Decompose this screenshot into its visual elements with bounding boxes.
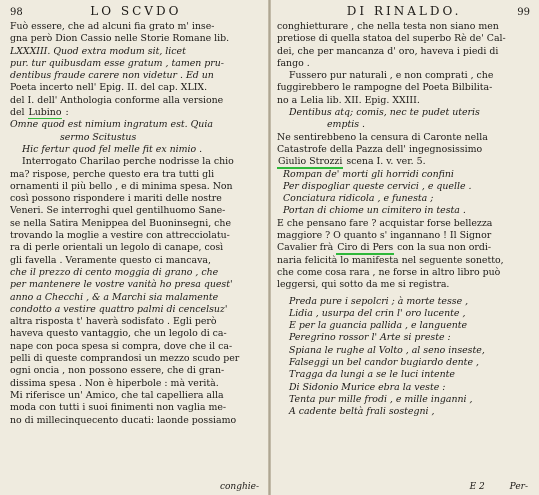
text-line: fuggirebbero le rampogne del Poeta Bilbilita- — [277, 82, 493, 94]
text-line: emptis . — [327, 119, 365, 131]
text-line: se nella Satira Menippea del Buoninsegni, che — [10, 217, 231, 229]
highlighted-name[interactable]: Giulio Strozzi — [278, 156, 343, 168]
highlighted-name[interactable]: Ciro di Pers — [337, 242, 394, 254]
left-page-footer — [220, 482, 259, 492]
text-line: che il prezzo di cento moggia di grano , che — [10, 266, 219, 278]
text-line: Mi riferisce un' Amico, che tal capelliera alla — [10, 389, 224, 401]
text-line: E che pensano fare ? acquistar forse bellezza — [277, 217, 493, 229]
left-page — [0, 0, 269, 495]
text-line: dei, che per mancanza d' oro, haveva i piedi di — [277, 45, 499, 57]
left-page-text — [10, 21, 263, 427]
text-line: Catastrofe della Pazza dell' ingegnosissimo — [277, 143, 483, 155]
text-line: condotto a vestire quattro palmi di cencelsuz' — [10, 303, 228, 315]
right-catchword: Per- — [509, 482, 528, 492]
text-line: leggersi, qui sotto da me si registra. — [277, 279, 450, 291]
text-line: Omne quod est nimium ingratum est. Quia — [10, 119, 213, 131]
text-line: Portan di chiome un cimitero in testa . — [283, 205, 466, 217]
text-line: pretiose di quella statoa del superbo Rè de' Cal- — [277, 33, 506, 45]
text-line: Lidia , usurpa del crin l' oro lucente , — [289, 307, 466, 319]
text-line: conghietturare , che nella testa non siano men — [277, 21, 499, 32]
text-line: ra di perle orientali un legolo di canape, così — [10, 242, 224, 254]
right-page-number: 99 — [517, 7, 530, 18]
text-line: dentibus fraude carere non videtur . Ed un — [10, 70, 214, 82]
text-line: Tragga da lungi a se le luci intente — [289, 369, 455, 381]
text-line: altra risposta t' haverà sodisfato . Egli però — [10, 316, 217, 328]
text-line: fango . — [277, 57, 310, 69]
text-line: Tenta pur mille frodi , e mille inganni , — [289, 393, 473, 405]
text-line: gna però Dion Cassio nelle Storie Romane lib. — [10, 33, 230, 45]
text-line: nape con poca spesa si compra, dove che il ca- — [10, 340, 233, 352]
text-line: naria felicità lo manifesta nel seguente sonetto, — [277, 254, 504, 266]
right-page-text — [277, 21, 530, 419]
text-line: trovando la moglie a vestire con attrecciolatu- — [10, 230, 230, 242]
text-line: del Lubino : — [10, 107, 69, 119]
text-line: LXXXIII. Quod extra modum sit, licet — [10, 45, 186, 57]
text-line: Conciatura ridicola , e funesta ; — [283, 193, 434, 205]
text-line: Rompan de' morti gli horridi confini — [283, 168, 454, 180]
text-line: Fussero pur naturali , e non comprati , che — [289, 70, 494, 82]
text-line: dissima spesa . Non è hiperbole : mà verità. — [10, 377, 219, 389]
text-line: pur. tur quibusdam esse gratum , tamen pru- — [10, 57, 224, 69]
text-line: moda con tutti i suoi finimenti non vaglia me- — [10, 402, 227, 414]
left-page-header — [10, 4, 263, 19]
text-line: sermo Scitustus — [60, 131, 137, 143]
left-page-number: 98 — [10, 7, 23, 18]
text-line: del I. dell' Anthologia conforme alla versione — [10, 94, 224, 106]
text-line: gli favella . Veramente questo ci mancava, — [10, 254, 211, 266]
text-line: Per dispogliar queste cervici , e quelle . — [283, 180, 472, 192]
text-line: Dentibus atq; comis, nec te pudet uteris — [289, 107, 480, 119]
text-line: Falseggi un bel candor bugiardo dente , — [289, 357, 479, 369]
text-line: E per la guancia pallida , e languente — [289, 320, 468, 332]
text-line: Peregrino rossor l' Arte si preste : — [289, 332, 451, 344]
right-page-header — [277, 4, 530, 19]
text-line: Giulio Strozzi scena I. v. ver. 5. — [278, 156, 426, 168]
text-line: no di millecinquecento ducati: laonde possiamo — [10, 414, 237, 426]
text-line: haveva questo vantaggio, che un legolo di ca- — [10, 328, 227, 340]
text-line: no a Lelia lib. XII. Epig. XXIII. — [277, 94, 420, 106]
text-line: anno a Checchi , & a Marchi sia malamente — [10, 291, 219, 303]
text-line: Di Sidonio Murice ebra la veste : — [289, 381, 446, 393]
text-line: Interrogato Charilao perche nodrisse la chio — [22, 156, 234, 168]
text-line: ogni oncia , non possono essere, che di gran- — [10, 365, 225, 377]
text-line: Fuò essere, che ad alcuni fia grato m' inse- — [10, 21, 215, 32]
signature-mark: E 2 — [469, 482, 485, 492]
text-line: Preda pure i sepolcri ; à morte tesse , — [289, 295, 469, 307]
right-running-title: DI RINALDO. — [346, 4, 462, 18]
text-line: Cavalier frà Ciro di Pers con la sua non ordi- — [277, 242, 492, 254]
text-line: che come cosa rara , ne forse in altro libro può — [277, 266, 501, 278]
text-line: Spiana le rughe al Volto , al seno inseste, — [289, 344, 485, 356]
text-line: Hic fertur quod fel melle fit ex nimio . — [22, 143, 203, 155]
right-page-footer — [470, 482, 528, 492]
text-line: Ne sentirebbeno la censura di Caronte nella — [277, 131, 488, 143]
left-catchword: conghie- — [219, 482, 259, 492]
text-line: per mantenere le vostre vanità ho presa quest' — [10, 279, 233, 291]
text-line: Veneri. Se interroghi quel gentilhuomo Sane- — [10, 205, 226, 217]
text-line: pelli di queste comprandosi un mezzo scudo per — [10, 353, 240, 365]
highlighted-name[interactable]: Lubino — [28, 107, 62, 119]
text-line: maggiore ? O quanto s' ingannano ! Il Signor — [277, 230, 492, 242]
left-running-title: LO SCVDO — [90, 4, 182, 18]
right-page — [269, 0, 538, 495]
text-line: ma? rispose, perche questo era tra tutti gli — [10, 168, 215, 180]
text-line: così possono rispondere i mariti delle nostre — [10, 193, 222, 205]
text-line: Poeta incerto nell' Epig. II. del cap. XLIX. — [10, 82, 208, 94]
text-line: A cadente beltà frali sostegni , — [289, 406, 435, 418]
text-line: ornamenti il più bello , e di minima spesa. Non — [10, 180, 233, 192]
